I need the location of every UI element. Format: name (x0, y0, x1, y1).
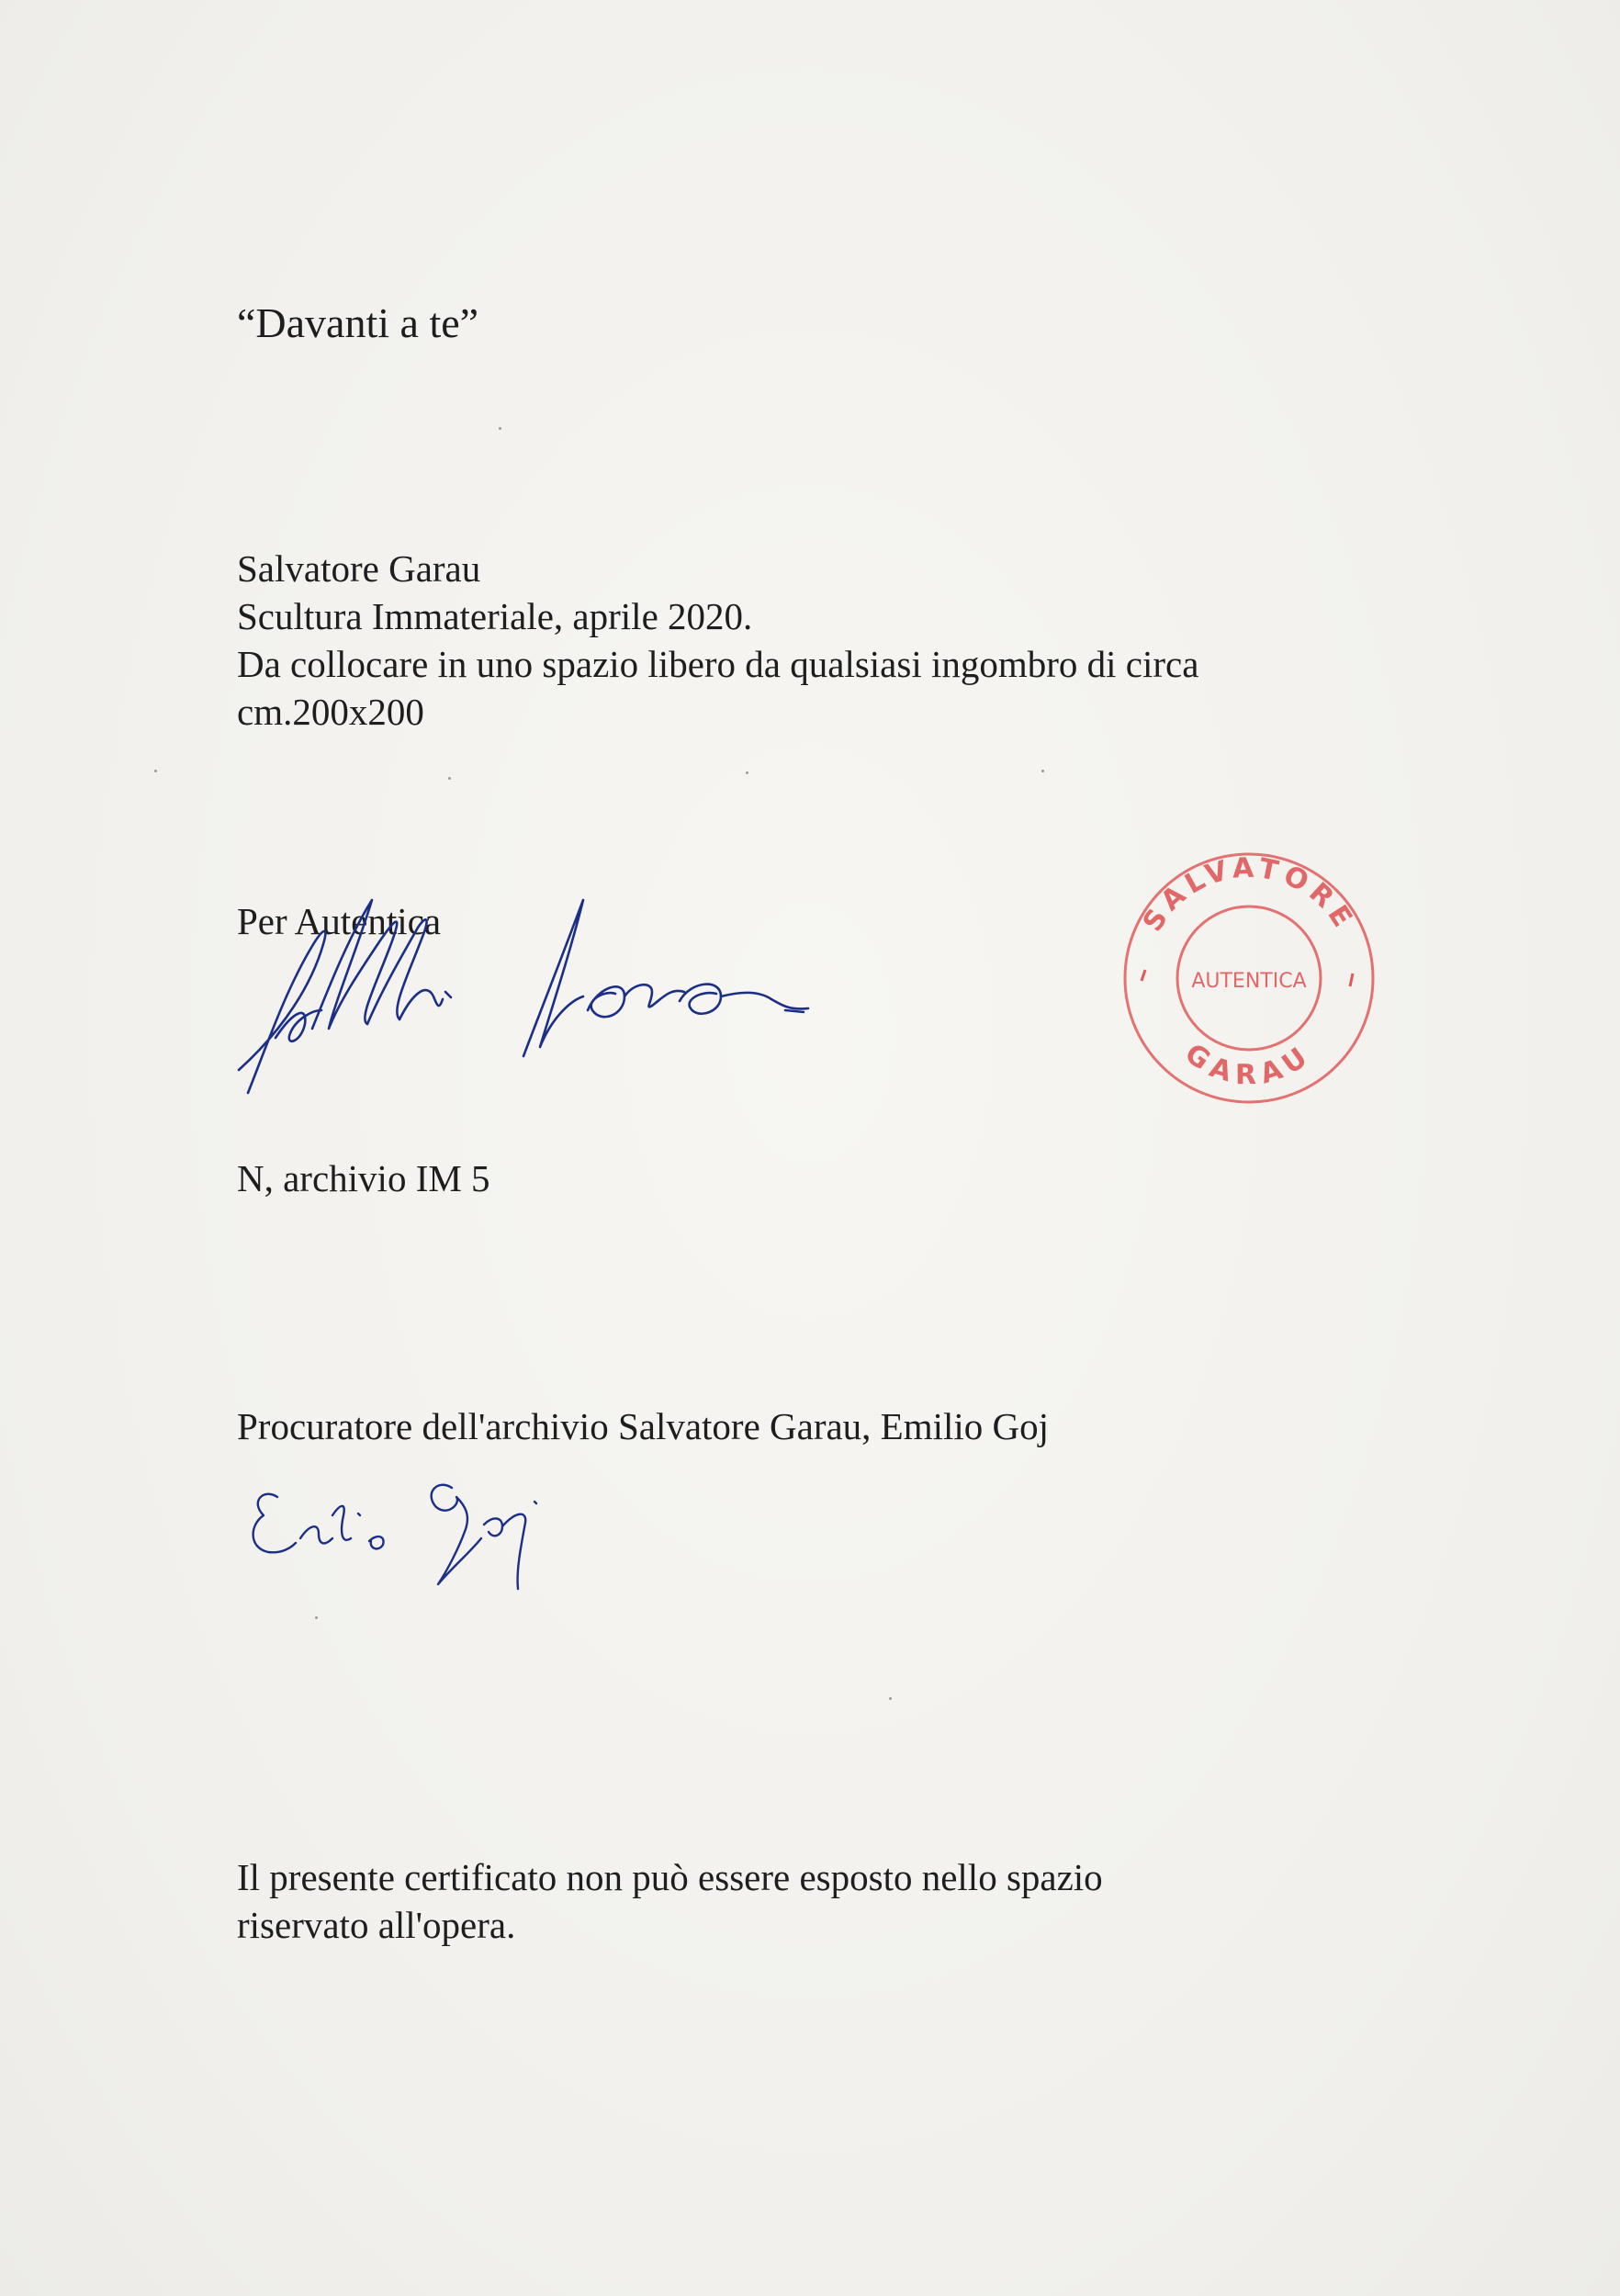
svg-text:GARAU (1179, 1038, 1320, 1091)
paper-speck (315, 1616, 318, 1619)
artwork-title: “Davanti a te” (237, 299, 479, 346)
stamp-bottom-text: GARAU (1178, 1037, 1320, 1092)
paper-speck (154, 770, 157, 772)
paper-speck (448, 777, 451, 780)
authentication-label: Per Autentica (237, 900, 442, 942)
stamp-center-text: AUTENTICA (1191, 970, 1307, 993)
artwork-type-date: Scultura Immateriale, aprile 2020. (237, 595, 753, 637)
paper-speck (889, 1697, 892, 1700)
artist-name: Salvatore Garau (237, 547, 481, 590)
procurator-signature (241, 1460, 718, 1607)
display-notice (237, 1853, 1103, 1949)
paper-speck (746, 771, 748, 774)
svg-text:SALVATORE (1137, 852, 1361, 938)
artwork-details (237, 545, 1198, 736)
procurator-line: Procuratore dell'archivio Salvatore Garau, Emilio Goj (237, 1405, 1050, 1447)
notice-line-1: Il presente certificato non può essere esposto nello spazio (237, 1856, 1103, 1898)
archive-number: N, archivio IM 5 (237, 1157, 490, 1199)
paper-speck (1041, 770, 1044, 772)
artist-signature (220, 872, 1029, 1111)
stamp-top-text: SALVATORE (1136, 851, 1362, 938)
authentication-stamp (1107, 836, 1391, 1120)
installation-dimensions: cm.200x200 (237, 691, 424, 733)
notice-line-2: riservato all'opera. (237, 1904, 516, 1946)
paper-speck (499, 427, 501, 430)
installation-instructions: Da collocare in uno spazio libero da qualsiasi ingombro di circa (237, 643, 1199, 685)
